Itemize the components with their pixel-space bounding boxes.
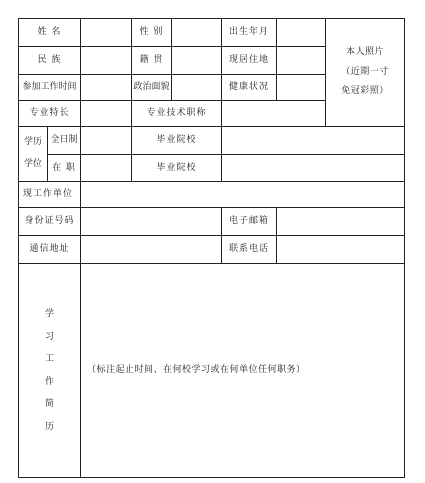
phone-label: 联系电话 [221,235,277,264]
fulltime-label: 全日制 [47,126,81,155]
id-field[interactable] [80,207,222,236]
political-field[interactable] [171,74,222,101]
phone-field[interactable] [276,235,405,264]
gender-field[interactable] [171,18,222,47]
photo-line-1: 本人照片 [345,46,384,57]
health-label: 健康状况 [221,74,277,101]
ethnicity-label: 民 族 [18,46,81,75]
title-label: 专业技术职称 [131,100,222,127]
resume-note: （标注起止时间、在何校学习或在何单位任何职务） [87,365,306,376]
resume-char-6: 历 [44,421,54,432]
id-label: 身份证号码 [18,207,81,236]
photo-box[interactable] [325,18,405,127]
education-label: 学历 [23,137,42,148]
native-place-field[interactable] [171,46,222,75]
resume-label [18,263,81,478]
address-field[interactable] [80,235,222,264]
resume-char-5: 简 [44,399,54,409]
political-label: 政治面貌 [131,74,172,101]
residence-field[interactable] [276,46,326,75]
ethnicity-field[interactable] [80,46,132,75]
work-start-label: 参加工作时间 [18,74,81,101]
education-degree-label [18,126,48,182]
residence-label: 现居住地 [221,46,277,75]
title-field[interactable] [221,100,326,127]
resume-char-3: 工 [44,354,54,364]
work-start-field[interactable] [80,74,132,101]
resume-field[interactable] [80,263,405,478]
specialty-field[interactable] [80,100,132,127]
email-field[interactable] [276,207,405,236]
inservice-school-field[interactable] [221,154,405,182]
photo-line-2: （近期一寸 [341,66,389,77]
workplace-field[interactable] [80,181,405,208]
inservice-label: 在 职 [47,154,81,182]
fulltime-school-field[interactable] [221,126,405,155]
fulltime-education-field[interactable] [80,126,132,155]
resume-char-2: 习 [44,331,54,342]
email-label: 电子邮箱 [221,207,277,236]
name-field[interactable] [80,18,132,47]
name-label: 姓 名 [18,18,81,47]
birth-field[interactable] [276,18,326,47]
fulltime-school-label: 毕业院校 [131,126,222,155]
photo-line-3: 免冠彩照） [341,86,389,97]
workplace-label: 现工作单位 [18,181,81,208]
degree-label: 学位 [23,159,42,169]
specialty-label: 专业特长 [18,100,81,127]
address-label: 通信地址 [18,235,81,264]
gender-label: 性 别 [131,18,172,47]
birth-label: 出生年月 [221,18,277,47]
native-place-label: 籍 贯 [131,46,172,75]
inservice-school-label: 毕业院校 [131,154,222,182]
health-field[interactable] [276,74,326,101]
resume-char-1: 学 [44,309,54,319]
resume-char-4: 作 [44,376,54,387]
inservice-education-field[interactable] [80,154,132,182]
